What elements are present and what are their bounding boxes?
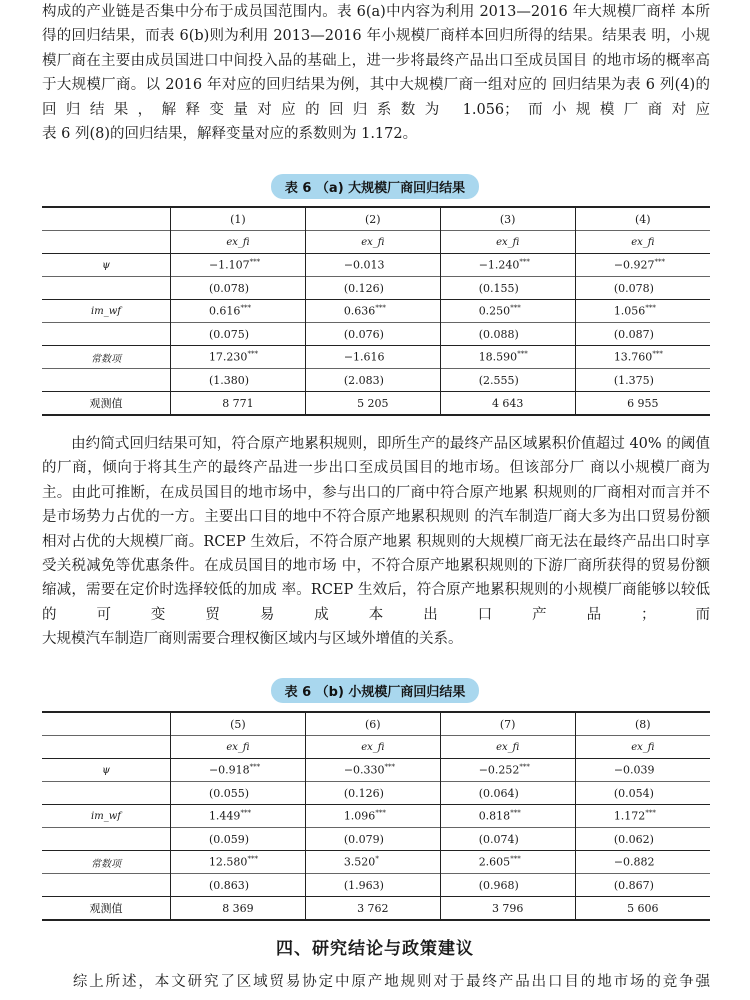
standard-error: (0.968) <box>478 878 519 892</box>
coefficient-cell <box>305 300 440 323</box>
significance-stars: *** <box>519 258 530 267</box>
table-a-caption: 表 6 （a) 大规模厂商回归结果 <box>0 174 750 199</box>
standard-error: (0.079) <box>343 832 384 846</box>
text-line: 积规则的大规模厂商无法在最终产品出口时享受关税减免等优惠条件。在成员国目的地市场 <box>42 533 711 575</box>
standard-error-cell <box>440 828 575 851</box>
section-heading: 四、研究结论与政策建议 <box>276 939 474 959</box>
coefficient-number: −0.252 <box>478 763 520 777</box>
standard-error-cell <box>575 874 710 897</box>
significance-stars: *** <box>375 809 386 818</box>
coefficient-cell <box>171 851 306 874</box>
standard-error: (0.059) <box>208 832 250 846</box>
table-stub <box>42 736 171 759</box>
standard-error: (0.078) <box>208 281 250 295</box>
standard-error: (0.062) <box>613 832 654 846</box>
standard-error-cell <box>171 782 306 805</box>
coefficient-cell <box>440 254 575 277</box>
text-line: 本所得的回归结果，而表 6(b)则为利用 2013—2016 年小规模厂商样本回归所得的结果。结果表 <box>42 4 711 45</box>
text-line: 积规则的厂商相对而言并不是市场势力占优的一方。主要出口目的地中不符合原产地累积规则 <box>42 484 711 526</box>
coefficient-number: 17.230 <box>208 350 248 364</box>
closing-paragraph <box>42 970 710 994</box>
significance-stars: *** <box>510 809 521 818</box>
coefficient-value <box>209 350 267 364</box>
table-stub <box>42 828 171 851</box>
table-stub <box>42 277 171 300</box>
intro-paragraph <box>42 0 710 146</box>
significance-stars: *** <box>249 763 261 772</box>
dependent-variable: ex_fi <box>305 231 440 254</box>
text-line: 综上所述，本文研究了区域贸易协定中原产地规则对于最终产品出口目的地市场的竞争强 <box>71 974 710 990</box>
coefficient-number: −1.616 <box>343 350 385 364</box>
standard-error: (0.074) <box>478 832 519 846</box>
coefficient-number: 1.449 <box>208 809 241 823</box>
coefficient-cell <box>440 851 575 874</box>
dependent-variable: ex_fi <box>171 231 306 254</box>
table-stub <box>42 874 171 897</box>
standard-error-cell <box>305 369 440 392</box>
column-header: (4) <box>575 207 710 231</box>
standard-error-cell <box>305 874 440 897</box>
middle-paragraph <box>42 432 710 652</box>
standard-error-cell <box>440 874 575 897</box>
coefficient-number: −1.240 <box>478 258 520 272</box>
coefficient-number: 0.636 <box>343 304 376 318</box>
coefficient-value <box>344 763 402 777</box>
standard-error: (0.076) <box>343 327 384 341</box>
coefficient-value <box>344 304 402 318</box>
coefficient-number: 0.250 <box>478 304 511 318</box>
observation-count: 3 762 <box>305 897 440 921</box>
dependent-variable: ex_fi <box>305 736 440 759</box>
standard-error-cell <box>440 277 575 300</box>
observation-count: 5 205 <box>305 392 440 416</box>
coefficient-number: 12.580 <box>208 855 248 869</box>
standard-error: (1.963) <box>343 878 384 892</box>
coefficient-value <box>344 350 402 364</box>
standard-error: (0.054) <box>613 786 654 800</box>
text-line: 商以小规模厂商为主。由此可推断，在成员国目的地市场中，参与出口的厂商中符合原产地累 <box>42 460 711 501</box>
coefficient-cell <box>305 254 440 277</box>
row-label: ψ <box>42 759 171 782</box>
significance-stars: *** <box>247 350 258 359</box>
table-row <box>42 897 710 921</box>
table-row <box>42 300 710 323</box>
significance-stars: *** <box>247 855 258 864</box>
coefficient-value <box>479 809 537 823</box>
coefficient-cell <box>575 254 710 277</box>
standard-error: (0.088) <box>478 327 519 341</box>
coefficient-value <box>479 763 537 777</box>
standard-error-cell <box>305 277 440 300</box>
table-b <box>42 711 710 921</box>
coefficient-cell <box>171 805 306 828</box>
coefficient-number: −0.330 <box>343 763 385 777</box>
coefficient-cell <box>171 346 306 369</box>
table-stub <box>42 369 171 392</box>
coefficient-value <box>479 350 537 364</box>
coefficient-value <box>209 809 267 823</box>
table-stub <box>42 231 171 254</box>
significance-stars: *** <box>384 763 396 772</box>
coefficient-cell <box>575 346 710 369</box>
observation-count: 5 606 <box>575 897 710 921</box>
coefficient-value <box>209 763 267 777</box>
standard-error: (1.375) <box>613 373 654 387</box>
standard-error-cell <box>171 369 306 392</box>
table-b-caption: 表 6 （b) 小规模厂商回归结果 <box>0 678 750 703</box>
row-label: 观测值 <box>42 897 171 921</box>
dependent-variable: ex_fi <box>440 736 575 759</box>
table-row <box>42 346 710 369</box>
coefficient-value <box>344 809 402 823</box>
table-row <box>42 392 710 416</box>
coefficient-value <box>209 855 267 869</box>
coefficient-value <box>614 855 672 869</box>
significance-stars: *** <box>510 304 521 313</box>
text-line: 回归结果为表 6 列(4)的回归结果，解释变量对应的回归系数为 1.056；而小规模厂商对应 <box>42 77 710 118</box>
standard-error-cell <box>575 323 710 346</box>
significance-stars: *** <box>240 304 251 313</box>
text-line: 大规模汽车制造厂商则需要合理权衡区域内与区域外增值的关系。 <box>42 631 463 648</box>
significance-stars: *** <box>519 763 530 772</box>
column-header: (2) <box>305 207 440 231</box>
table-row <box>42 828 710 851</box>
standard-error-cell <box>440 323 575 346</box>
coefficient-value <box>614 350 672 364</box>
coefficient-cell <box>171 254 306 277</box>
dependent-variable: ex_fi <box>440 231 575 254</box>
coefficient-number: 1.172 <box>613 809 646 823</box>
dependent-variable: ex_fi <box>171 736 306 759</box>
standard-error: (0.075) <box>208 327 250 341</box>
text-line: 由约简式回归结果可知，符合原产地累积规则，即所生产的最终产品区域累积价值超过 <box>71 436 625 452</box>
text-line: 表 6 列(8)的回归结果，解释变量对应的系数则为 1.172。 <box>42 126 418 143</box>
table-row <box>42 805 710 828</box>
row-label: im_wf <box>42 805 171 828</box>
coefficient-number: 13.760 <box>613 350 653 364</box>
standard-error: (2.555) <box>478 373 519 387</box>
coefficient-cell <box>575 805 710 828</box>
significance-stars: *** <box>510 855 521 864</box>
text-line: 40% 的阈值的厂商，倾向于将其生产的最终产品进一步出口至成员国目的地市场。但该部分厂 <box>42 436 711 477</box>
standard-error: (2.083) <box>343 373 384 387</box>
row-label: 常数项 <box>42 346 171 369</box>
significance-stars: *** <box>517 350 528 359</box>
standard-error: (0.867) <box>613 878 654 892</box>
standard-error: (0.078) <box>613 281 654 295</box>
table-row <box>42 851 710 874</box>
table-row <box>42 782 710 805</box>
text-line: 中，不符合原产地累积规则的下游厂商所获得的贸易份额缩减，需要在定价时选择较低的加成 <box>42 558 711 599</box>
significance-stars: *** <box>375 304 386 313</box>
table-row <box>42 759 710 782</box>
text-line: 率。RCEP 生效后，符合原产地累积规则的小规模厂商能够以较低的可变贸易成本出口产品；而 <box>42 582 711 623</box>
standard-error-cell <box>305 323 440 346</box>
standard-error-cell <box>171 277 306 300</box>
table-a <box>42 206 710 416</box>
standard-error: (0.087) <box>613 327 654 341</box>
text-line: 的地市场的概率高于大规模厂商。以 2016 年对应的回归结果为例，其中大规模厂商一组对应的 <box>42 52 711 94</box>
significance-stars: *** <box>645 304 656 313</box>
standard-error-cell <box>171 874 306 897</box>
coefficient-value <box>479 855 537 869</box>
text-line: 明，小规模厂商在主要由成员国进口中间投入品的基础上，进一步将最终产品出口至成员国目 <box>42 28 711 69</box>
table-stub <box>42 207 171 231</box>
coefficient-value <box>344 855 402 869</box>
column-header: (8) <box>575 712 710 736</box>
coefficient-number: 18.590 <box>478 350 518 364</box>
significance-stars: *** <box>240 809 251 818</box>
coefficient-cell <box>305 759 440 782</box>
column-header: (1) <box>171 207 306 231</box>
observation-count: 8 771 <box>171 392 306 416</box>
text-line: 的汽车制造厂商大多为出口贸易份额相对占优的大规模厂商。RCEP 生效后，不符合原产地累 <box>42 509 711 550</box>
coefficient-number: −0.013 <box>343 258 385 272</box>
coefficient-number: −1.107 <box>208 258 250 272</box>
standard-error-cell <box>440 369 575 392</box>
table-stub <box>42 323 171 346</box>
coefficient-cell <box>171 759 306 782</box>
dependent-variable: ex_fi <box>575 231 710 254</box>
significance-stars: * <box>375 855 379 864</box>
observation-count: 8 369 <box>171 897 306 921</box>
dependent-variable: ex_fi <box>575 736 710 759</box>
coefficient-number: 0.616 <box>208 304 241 318</box>
coefficient-value <box>614 258 672 272</box>
coefficient-cell <box>575 759 710 782</box>
coefficient-cell <box>440 300 575 323</box>
standard-error-cell <box>305 828 440 851</box>
coefficient-cell <box>575 851 710 874</box>
coefficient-value <box>344 258 402 272</box>
standard-error: (0.064) <box>478 786 519 800</box>
coefficient-cell <box>440 759 575 782</box>
coefficient-number: −0.918 <box>208 763 250 777</box>
coefficient-number: −0.927 <box>613 258 655 272</box>
coefficient-value <box>614 304 672 318</box>
coefficient-number: 0.818 <box>478 809 511 823</box>
standard-error: (1.380) <box>208 373 250 387</box>
coefficient-value <box>614 809 672 823</box>
row-label: ψ <box>42 254 171 277</box>
standard-error-cell <box>305 782 440 805</box>
row-label: im_wf <box>42 300 171 323</box>
row-label: 观测值 <box>42 392 171 416</box>
coefficient-cell <box>305 851 440 874</box>
significance-stars: *** <box>654 258 666 267</box>
coefficient-value <box>479 304 537 318</box>
standard-error: (0.055) <box>208 786 250 800</box>
standard-error-cell <box>171 828 306 851</box>
coefficient-value <box>209 258 267 272</box>
coefficient-number: 3.520 <box>343 855 376 869</box>
coefficient-cell <box>575 300 710 323</box>
coefficient-number: −0.882 <box>613 855 655 869</box>
coefficient-cell <box>440 346 575 369</box>
table-row <box>42 369 710 392</box>
coefficient-number: 1.096 <box>343 809 376 823</box>
column-header: (7) <box>440 712 575 736</box>
column-header: (3) <box>440 207 575 231</box>
standard-error-cell <box>575 782 710 805</box>
coefficient-cell <box>171 300 306 323</box>
coefficient-cell <box>305 805 440 828</box>
table-row <box>42 874 710 897</box>
significance-stars: *** <box>249 258 261 267</box>
standard-error: (0.126) <box>343 786 384 800</box>
table-row <box>42 277 710 300</box>
standard-error-cell <box>575 277 710 300</box>
standard-error-cell <box>171 323 306 346</box>
standard-error-cell <box>575 828 710 851</box>
standard-error-cell <box>440 782 575 805</box>
coefficient-number: 2.605 <box>478 855 511 869</box>
standard-error: (0.126) <box>343 281 384 295</box>
row-label: 常数项 <box>42 851 171 874</box>
coefficient-number: −0.039 <box>613 763 655 777</box>
text-line: 构成的产业链是否集中分布于成员国范围内。表 6(a)中内容为利用 2013—2016 年大规模厂商样 <box>42 4 676 20</box>
coefficient-value <box>614 763 672 777</box>
observation-count: 4 643 <box>440 392 575 416</box>
significance-stars: *** <box>652 350 663 359</box>
table-row <box>42 323 710 346</box>
column-header: (6) <box>305 712 440 736</box>
standard-error: (0.155) <box>478 281 519 295</box>
coefficient-number: 1.056 <box>613 304 646 318</box>
observation-count: 6 955 <box>575 392 710 416</box>
standard-error-cell <box>575 369 710 392</box>
table-stub <box>42 712 171 736</box>
coefficient-value <box>479 258 537 272</box>
table-stub <box>42 782 171 805</box>
coefficient-cell <box>305 346 440 369</box>
significance-stars: *** <box>645 809 656 818</box>
coefficient-value <box>209 304 267 318</box>
table-row <box>42 254 710 277</box>
column-header: (5) <box>171 712 306 736</box>
standard-error: (0.863) <box>208 878 250 892</box>
observation-count: 3 796 <box>440 897 575 921</box>
coefficient-cell <box>440 805 575 828</box>
